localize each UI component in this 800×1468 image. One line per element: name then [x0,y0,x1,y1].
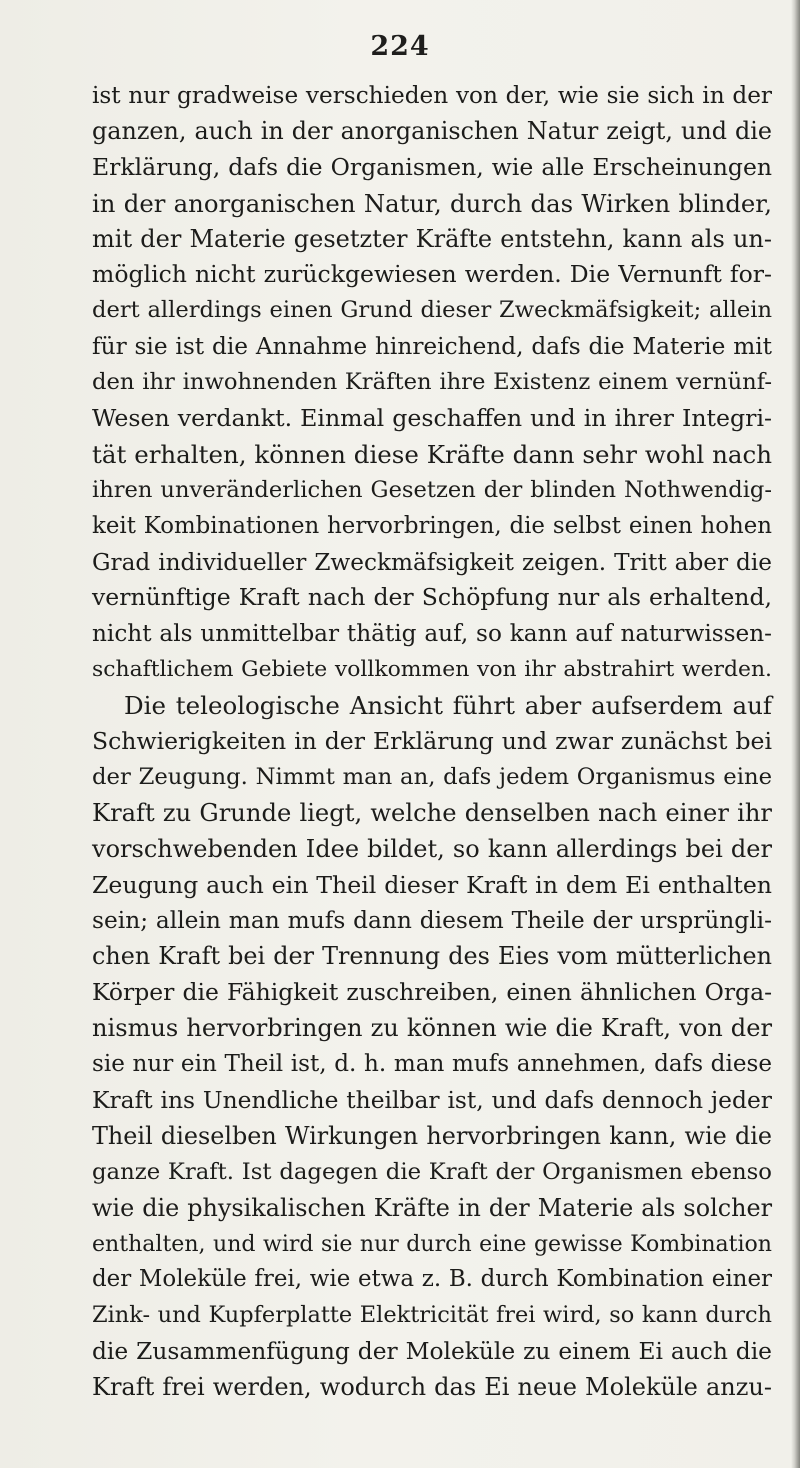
text-line: enthalten, und wird sie nur durch eine gewisse Kombination [92,1231,772,1257]
text-line: tät erhalten, können diese Kräfte dann sehr wohl nach [92,439,772,469]
text-line: nicht als unmittelbar thätig auf, so kann auf naturwissen- [92,620,772,648]
text-line: ganzen, auch in der anorganischen Natur zeigt, und die [92,116,772,145]
text-line: für sie ist die Annahme hinreichend, dafs die Materie mit [92,333,772,361]
text-line: vernünftige Kraft nach der Schöpfung nur als erhaltend, [92,583,772,612]
text-line: schaftlichem Gebiete vollkommen von ihr abstrahirt werden. [92,657,772,683]
text-line: keit Kombinationen hervorbringen, die selbst einen hohen [92,512,772,539]
body-text [92,78,772,1406]
text-line: nismus hervorbringen zu können wie die Kraft, von der [92,1014,772,1043]
text-line: Kraft ins Unendliche theilbar ist, und dafs dennoch jeder [92,1085,772,1114]
text-line: der Moleküle frei, wie etwa z. B. durch Kombination einer [92,1266,772,1293]
page-number: 224 [370,31,430,62]
text-line: sie nur ein Theil ist, d. h. man mufs annehmen, dafs diese [92,1051,772,1078]
text-line: wie die physikalischen Kräfte in der Materie als solcher [92,1193,772,1222]
text-line: Erklärung, dafs die Organismen, wie alle Erscheinungen [92,152,772,181]
text-line: der Zeugung. Nimmt man an, dafs jedem Organismus eine [92,763,772,790]
text-line: dert allerdings einen Grund dieser Zweckmäfsigkeit; allein [92,297,772,324]
text-line: Theil dieselben Wirkungen hervorbringen kann, wie die [92,1121,772,1150]
text-line: Zink- und Kupferplatte Elektricität frei wird, so kann durch [92,1302,772,1329]
text-line: Die teleologische Ansicht führt aber aufserdem auf [124,691,772,721]
page-edge-shadow [791,0,800,1468]
text-line: ganze Kraft. Ist dagegen die Kraft der Organismen ebenso [92,1158,772,1185]
text-line: Kraft frei werden, wodurch das Ei neue Moleküle anzu- [92,1373,772,1402]
text-line: Kraft zu Grunde liegt, welche denselben nach einer ihr [92,798,772,827]
text-line: ist nur gradweise verschieden von der, wie sie sich in der [92,82,772,109]
text-line: sein; allein man mufs dann diesem Theile der ursprüngli- [92,907,772,935]
text-line: Schwierigkeiten in der Erklärung und zwar zunächst bei [92,727,772,756]
text-line: Grad individueller Zweckmäfsigkeit zeigen. Tritt aber die [92,548,772,576]
text-line: vorschwebenden Idee bildet, so kann allerdings bei der [92,834,772,863]
text-line: den ihr inwohnenden Kräften ihre Existenz einem vernünf- [92,369,772,396]
text-line: die Zusammenfügung der Moleküle zu einem Ei auch die [92,1337,772,1366]
text-line: ihren unveränderlichen Gesetzen der blinden Nothwendig- [92,476,772,503]
text-line: mit der Materie gesetzter Kräfte entstehn, kann als un- [92,224,772,253]
text-line: chen Kraft bei der Trennung des Eies vom mütterlichen [92,942,772,971]
text-line: möglich nicht zurückgewiesen werden. Die Vernunft for- [92,260,772,289]
text-line: Körper die Fähigkeit zuschreiben, einen ähnlichen Orga- [92,978,772,1007]
text-line: Zeugung auch ein Theil dieser Kraft in dem Ei enthalten [92,870,772,899]
text-line: in der anorganischen Natur, durch das Wirken blinder, [92,188,772,218]
text-line: Wesen verdankt. Einmal geschaffen und in ihrer Integri- [92,404,772,433]
